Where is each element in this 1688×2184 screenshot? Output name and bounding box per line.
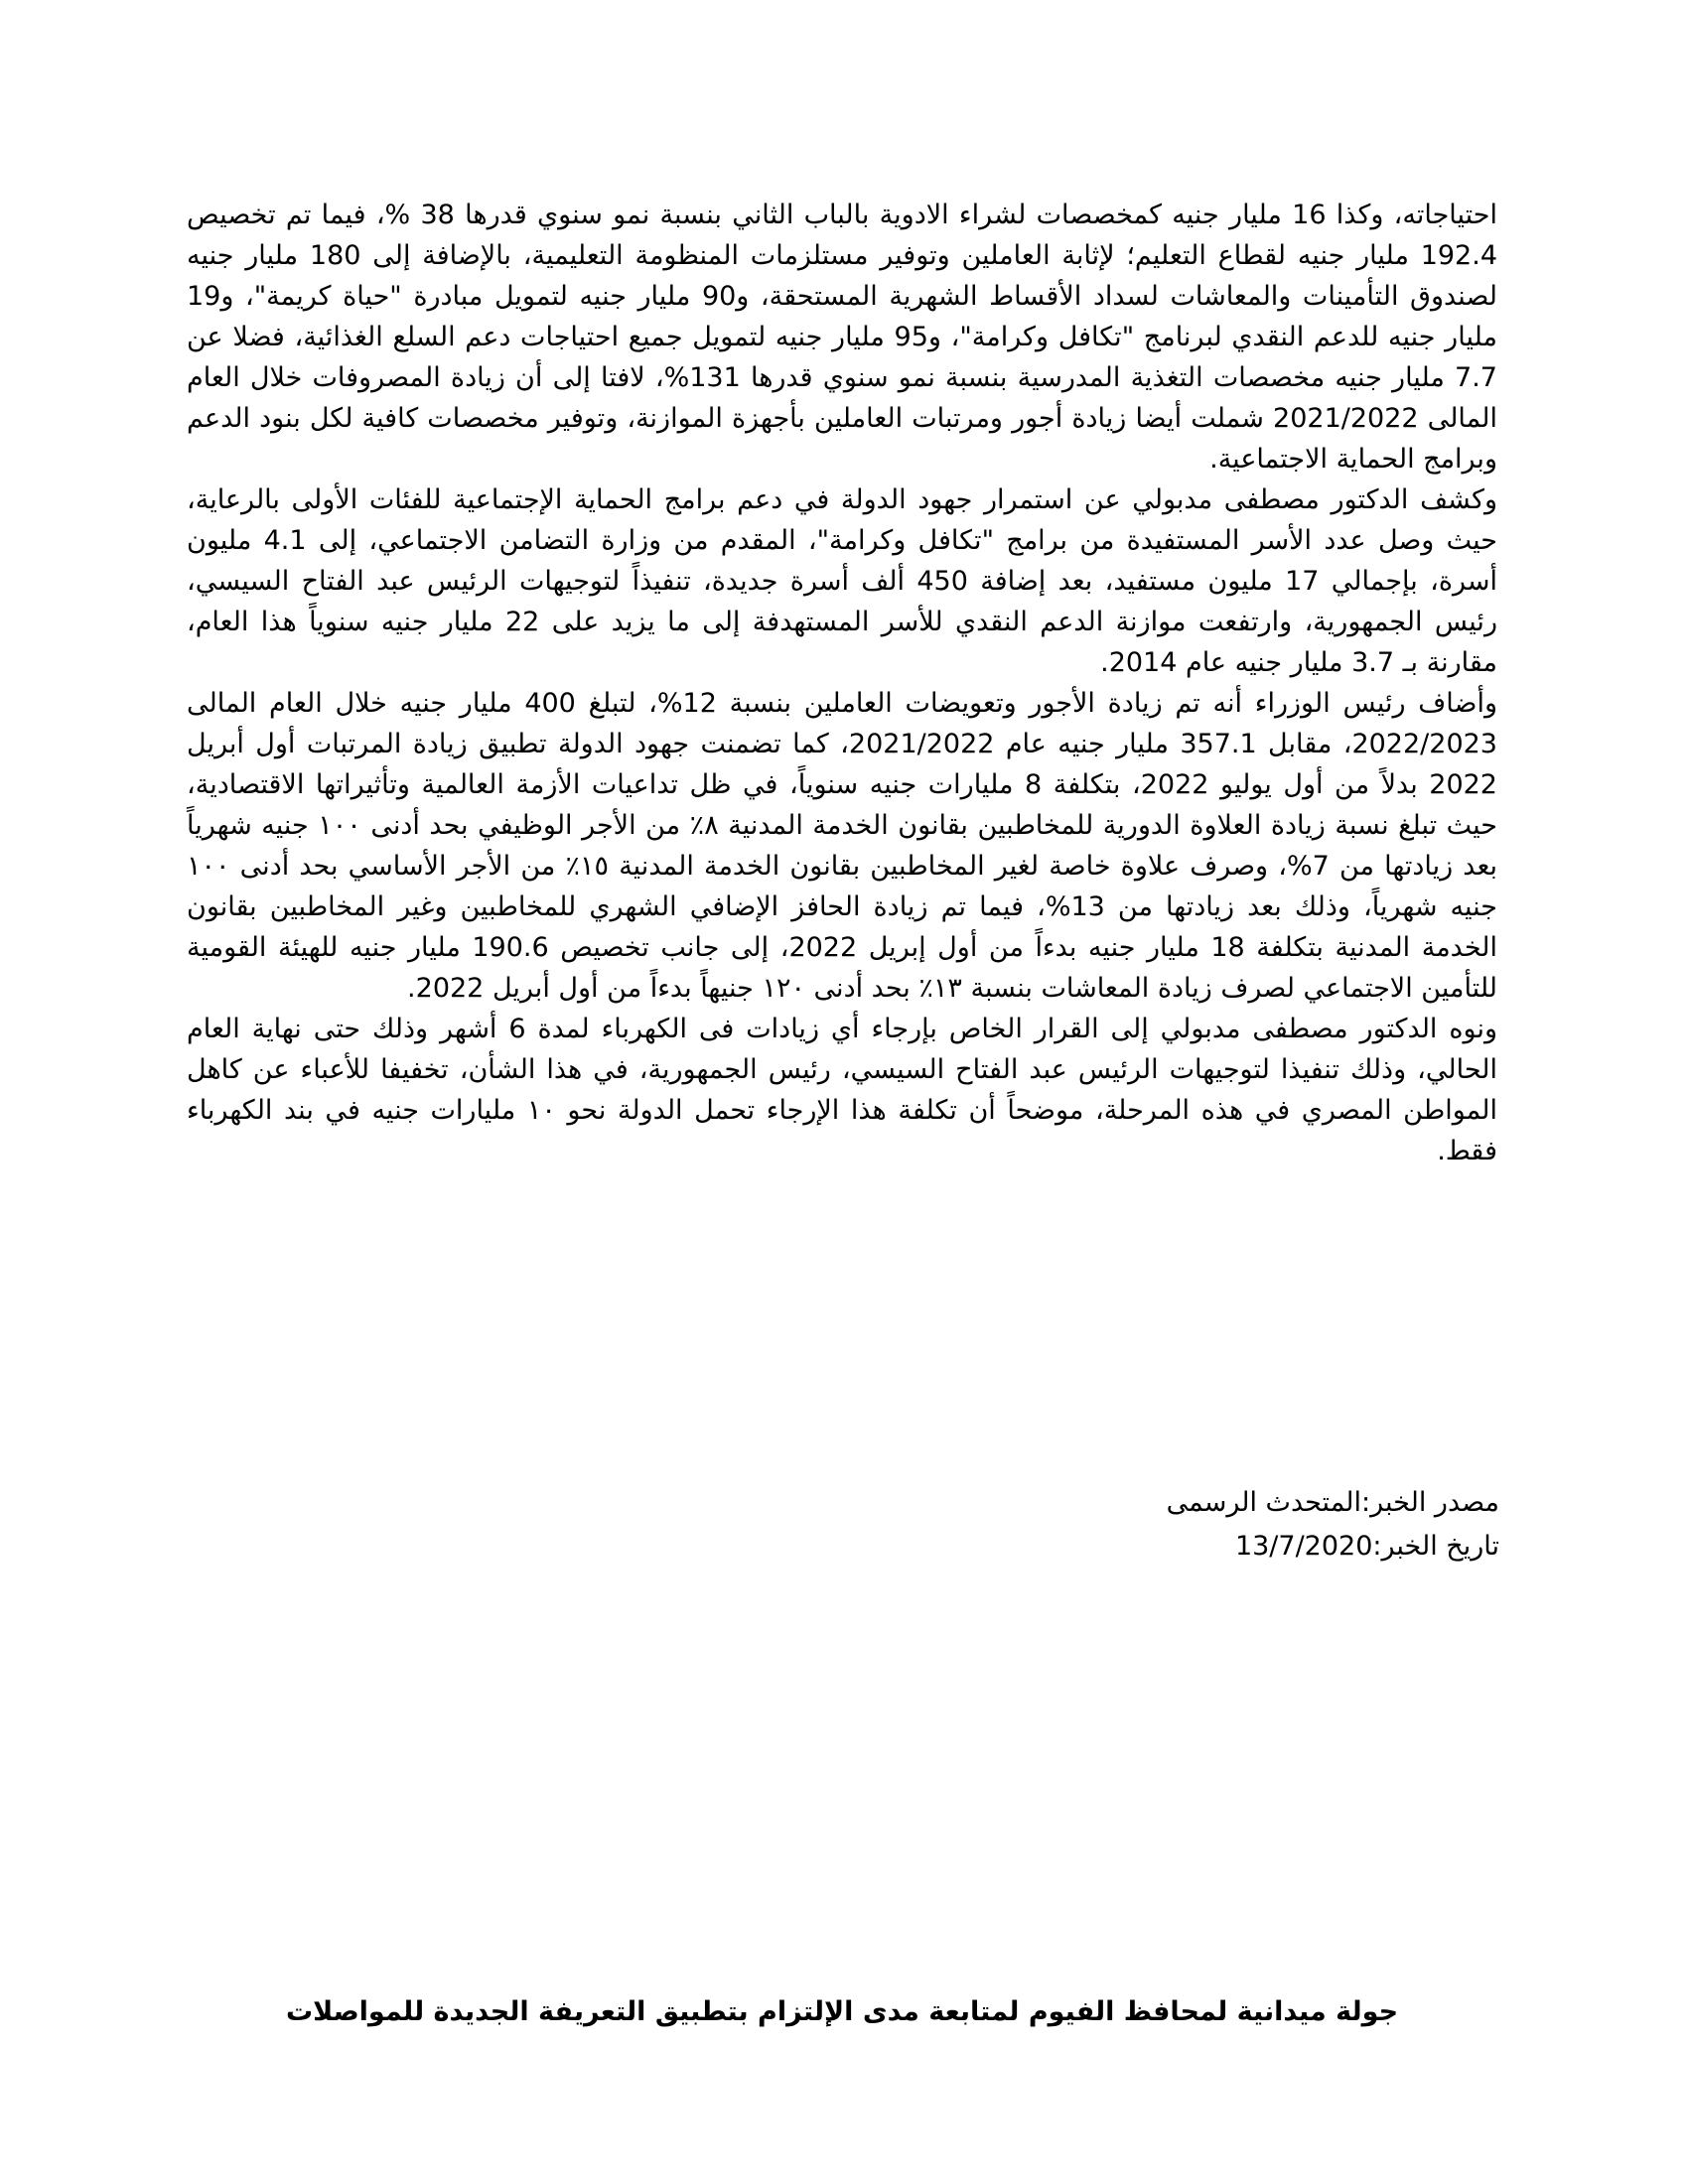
news-source: مصدر الخبر:المتحدث الرسمى: [1166, 1487, 1499, 1518]
article-paragraph-2: وكشف الدكتور مصطفى مدبولي عن استمرار جهود الدولة في دعم برامج الحماية الإجتماعية للفئات الأولى بالرعاية، حيث وصل عدد الأسر المستفيدة من برامج "تكافل وكرامة"، المقدم من وزارة التضامن الاجتماعي، إلى 4.1 مليون أسرة، بإجمالي 17 مليون مستفيد، بعد إضافة 450 ألف أسرة جديدة، تنفيذاً لتوجيهات الرئيس عبد الفتاح السيسي، رئيس الجمهورية، وارتفعت موازنة الدعم النقدي للأسر المستهدفة إلى ما يزيد على 22 مليار جنيه سنوياً هذا العام، مقارنة بـ 3.7 مليار جنيه عام 2014.: [187, 484, 1498, 678]
news-date: تاريخ الخبر:13/7/2020: [1234, 1531, 1499, 1562]
article-paragraph-3: وأضاف رئيس الوزراء أنه تم زيادة الأجور وتعويضات العاملين بنسبة 12%، لتبلغ 400 مليار جنيه خلال العام المالى 2022/2023، مقابل 357.1 مليار جنيه عام 2021/2022، كما تضمنت جهود الدولة تطبيق زيادة المرتبات أول أبريل 2022 بدلاً من أول يوليو 2022، بتكلفة 8 مليارات جنيه سنوياً، في ظل تداعيات الأزمة العالمية وتأثيراتها الاقتصادية، حيث تبلغ نسبة زيادة العلاوة الدورية للمخاطبين بقانون الخدمة المدنية ٨٪ من الأجر الوظيفي بحد أدنى ١٠٠ جنيه شهرياً بعد زيادتها من 7%، وصرف علاوة خاصة لغير المخاطبين بقانون الخدمة المدنية ١٥٪ من الأجر الأساسي بحد أدنى ١٠٠ جنيه شهرياً، وذلك بعد زيادتها من 13%، فيما تم زيادة الحافز الإضافي الشهري للمخاطبين وغير المخاطبين بقانون الخدمة المدنية بتكلفة 18 مليار جنيه بدءاً من أول إبريل 2022، إلى جانب تخصيص 190.6 مليار جنيه للهيئة القومية للتأمين الاجتماعي لصرف زيادة المعاشات بنسبة ١٣٪ بحد أدنى ١٢٠ جنيهاً بدءاً من أول أبريل 2022.: [187, 688, 1498, 1004]
article-paragraph-1: احتياجاته، وكذا 16 مليار جنيه كمخصصات لشراء الادوية بالباب الثاني بنسبة نمو سنوي قدرها 38 %، فيما تم تخصيص 192.4 مليار جنيه لقطاع التعليم؛ لإثابة العاملين وتوفير مستلزمات المنظومة التعليمية، بالإضافة إلى 180 مليار جنيه لصندوق التأمينات والمعاشات لسداد الأقساط الشهرية المستحقة، و90 مليار جنيه لتمويل مبادرة "حياة كريمة"، و19 مليار جنيه للدعم النقدي لبرنامج "تكافل وكرامة"، و95 مليار جنيه لتمويل جميع احتياجات دعم السلع الغذائية، فضلا عن 7.7 مليار جنيه مخصصات التغذية المدرسية بنسبة نمو سنوي قدرها 131%، لافتا إلى أن زيادة المصروفات خلال العام المالى 2021/2022 شملت أيضا زيادة أجور ومرتبات العاملين بأجهزة الموازنة، وتوفير مخصصات كافية لكل بنود الدعم وبرامج الحماية الاجتماعية.: [187, 200, 1497, 475]
next-article-headline: جولة ميدانية لمحافظ الفيوم لمتابعة مدى الإلتزام بتطبيق التعريفة الجديدة للمواصلات: [285, 1996, 1399, 2027]
article-body: [187, 195, 1497, 1171]
news-meta: [804, 1481, 1499, 1569]
article-paragraph-4: ونوه الدكتور مصطفى مدبولي إلى القرار الخاص بإرجاء أي زيادات فى الكهرباء لمدة 6 أشهر وذلك حتى نهاية العام الحالي، وذلك تنفيذا لتوجيهات الرئيس عبد الفتاح السيسي، رئيس الجمهورية، في هذا الشأن، تخفيفا للأعباء عن كاهل المواطن المصري في هذه المرحلة، موضحاً أن تكلفة هذا الإرجاء تحمل الدولة نحو ١٠ مليارات جنيه في بند الكهرباء فقط.: [187, 1014, 1497, 1166]
